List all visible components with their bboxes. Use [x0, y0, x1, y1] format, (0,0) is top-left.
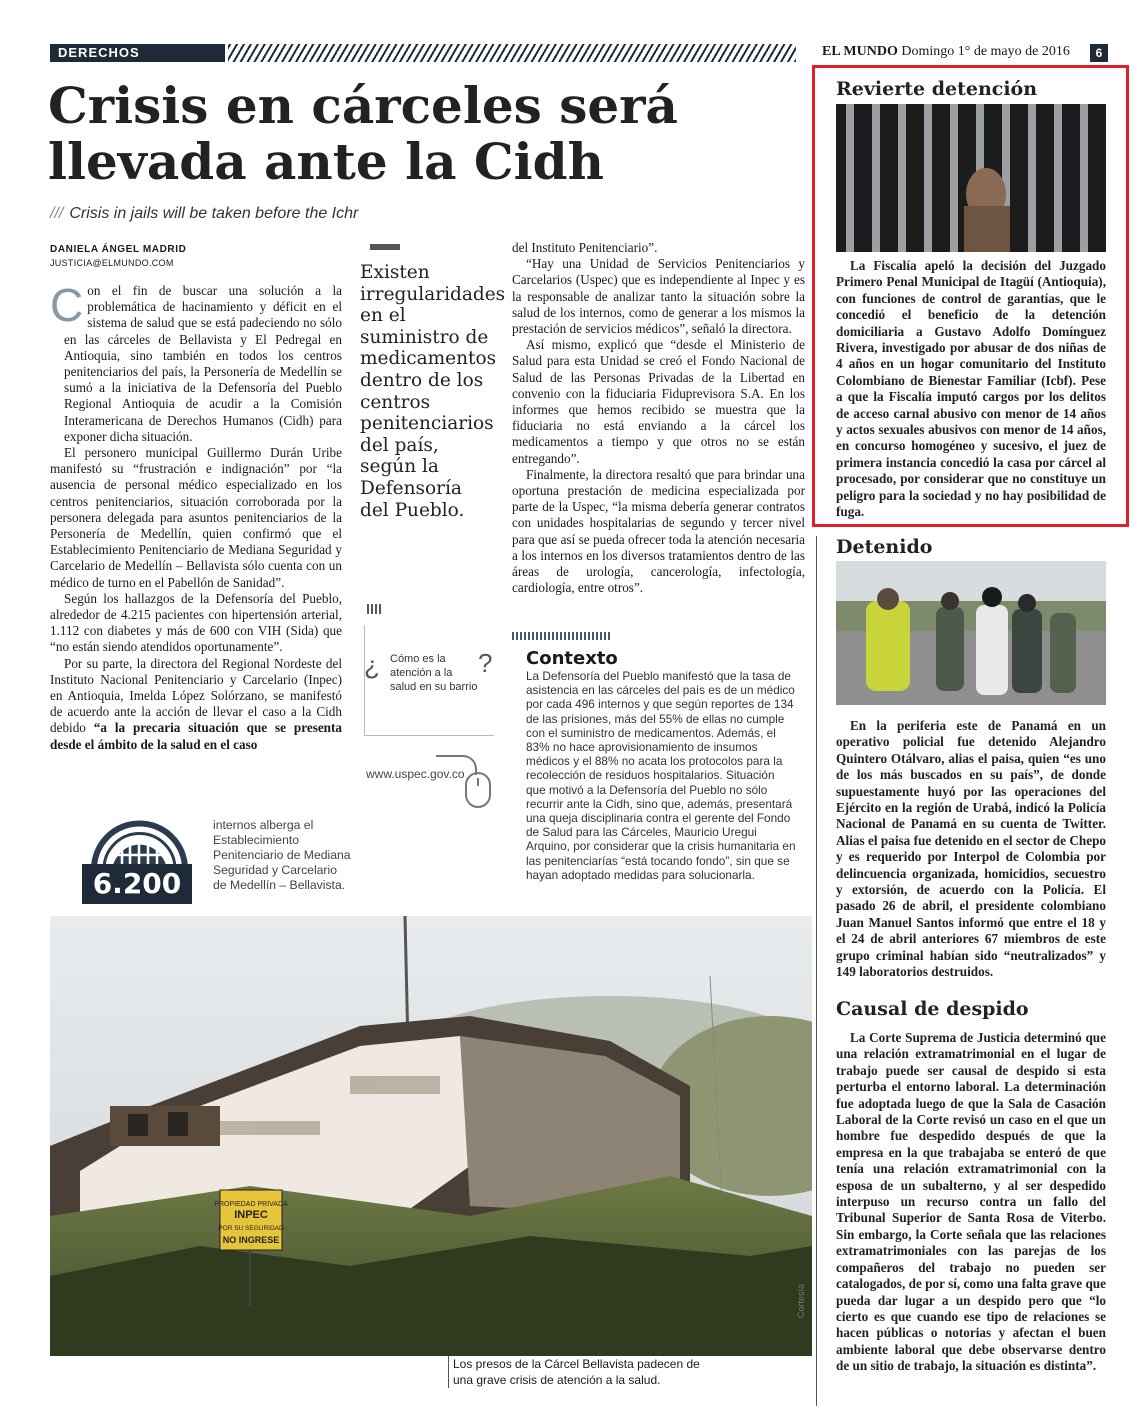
pullquote-marker: [370, 244, 400, 250]
reader-question: Cómo es la atención a la salud en su barrio: [390, 653, 478, 693]
paragraph: del Instituto Penitenciario”.: [512, 240, 658, 255]
sidebar-rule: [816, 536, 817, 1406]
paragraph: Así mismo, explicó que “desde el Ministerio de Salud para esta Unidad se creó el Fondo Nacional de Salud de las Personas Privadas de la Libertad en convenio con la fiduciaria Fiduprevisora S.A. En los informes que hemos recibido se muestra que la fiduciaria no está enviando a la cárcel los medicamentos a tiempo y que otros no se están entregando”.: [512, 337, 805, 466]
jail-bars-photo: [836, 104, 1106, 252]
issue-date: Domingo 1° de mayo de 2016: [901, 44, 1070, 59]
paragraph: En la periferia este de Panamá en un operativo policial fue detenido Alejandro Quintero Otálvaro, alias el paisa, quien “es uno de los más buscados en su país”, de donde supuestamente huyó por las operaciones del Ejército en la región de Urabá, indicó la Policía Nacional de Panamá en su cuenta de Twitter. Alias el paisa fue detenido en el sector de Chepo y es requerido por Interpol de Colombia por delincuencia organizada, homicidios, secuestro y extorsión, de acuerdo con la Policía. El pasado 26 de abril, el presidente colombiano Juan Manuel Santos informó que entre el 18 y el 24 de abril anteriores 67 miembros de este grupo criminal habían sido “neutralizados” y 149 laboratorios destruidos.: [836, 718, 1106, 980]
section-tag: DERECHOS HUMANOS: [50, 44, 225, 62]
paper-name: EL MUNDO: [822, 44, 898, 59]
masthead: [822, 44, 1070, 62]
paragraph: [50, 656, 342, 753]
drop-cap: C: [50, 279, 84, 331]
photo-credit: Cortesía: [796, 1283, 806, 1318]
question-close-icon: ?: [478, 648, 493, 678]
sidebar-title-despido: Causal de despido: [836, 998, 1029, 1020]
stat-description: internos alberga el Establecimiento Penitenciario de Mediana Seguridad y Carcelario de Medellín – Bellavista.: [213, 818, 351, 892]
photo-caption: Los presos de la Cárcel Bellavista padecen de una grave crisis de atención a la salud.: [448, 1356, 718, 1388]
subhead-text: Crisis in jails will be taken before the Ichr: [69, 205, 359, 222]
sign-text: PROPIEDAD PRIVADA: [214, 1201, 288, 1208]
question-open-icon: ¿: [364, 650, 380, 680]
prison-photo: [50, 916, 812, 1356]
contexto-marker: [512, 632, 612, 640]
paragraph-text: Por su parte, la directora del Regional Nordeste del Instituto Nacional Penitenciario y Carcelario (Inpec) en Antioquia, Imelda López Solórzano, se manifestó de acuerdo ante la acción de llevar el caso a la Cidh debido: [50, 655, 342, 736]
stat-number: 6.200: [82, 864, 192, 904]
paragraph: [50, 279, 342, 445]
paragraph: Finalmente, la directora resaltó que para brindar una oportuna prestación de medicina especializada por parte de la Uspec, “la misma debería generar contratos con unidades hospitalarias de segundo y tercer nivel para que así se pueda ofrecer toda la atención necesaria a los internos en los diversos tratamientos dentro de las áreas de urología, cancerología, infectología, cardiología, entre otros”.: [512, 466, 805, 596]
sidebar-text-detenido: [836, 718, 1106, 981]
sign-text: NO INGRESE: [222, 1235, 280, 1245]
paragraph: La Corte Suprema de Justicia determinó que una relación extramatrimonial en el lugar de trabajo puede ser causal de despido si esta perturba el entorno laboral. La determinación fue adoptada luego de que la Sala de Casación Laboral de la Corte revisó un caso en el que un hombre fue despedido después de que la empresa en la que trabajaba se enteró de que tenía una relación extramatrimonial con la esposa de un subalterno, y al ser despedido interpuso un recurso contra un fallo del Tribunal Superior de Santa Rosa de Viterbo. Sin embargo, la Corte señala que las relaciones extramatrimoniales con las parejas de los compañeros del trabajo no pueden ser catalogados, de por sí, como una falta grave que pueda dar lugar a un despido pero que “lo cierto es que cuando ese tipo de relaciones se hacen públicas o notorias y afectan el buen ambiente laboral que debe observarse dentro de un sitio de trabajo, la situación es distinta”.: [836, 1030, 1106, 1374]
header-hatch-divider: [228, 44, 796, 62]
box-rule: [364, 735, 494, 736]
subheadline: [50, 205, 358, 223]
sidebar-text-revierte: [836, 258, 1106, 521]
sidebar-text-despido: [836, 1030, 1106, 1375]
contexto-title: Contexto: [526, 648, 618, 669]
author-byline: DANIELA ÁNGEL MADRID: [50, 244, 187, 255]
page-number: 6: [1090, 44, 1108, 62]
sidebar-title-revierte: Revierte detención: [836, 78, 1038, 100]
contexto-text: La Defensoría del Pueblo manifestó que la tasa de asistencia en las cárceles del país es de un médico por cada 496 internos y que según reportes de 134 de las prisiones, más del 55% de ellas no cumple con el suministro de medicamentos. Además, el 83% no hace aprovisionamiento de insumos médicos y el 88% no acata los protocolos para la recolección de residuos hospitalarios. Situación que motivó a la Defensoría del Pueblo no sólo recurrir ante la Cidh, sino que, además, presentará una queja disciplinaria contra el gerente del Fondo de Salud para las Cárceles, Mauricio Uregui Arquino, por considerar que la crisis humanitaria en las penitenciarías “está tocando fondo”, sin que se hayan adoptado medidas para solucionarla.: [526, 669, 796, 882]
uspec-link[interactable]: www.uspec.gov.co: [366, 767, 465, 781]
box-marker: [367, 604, 381, 614]
pullquote: Existen irregularidades en el suministro de medicamentos dentro de los centros penitenciarios del país, según la Defensoría del Pueblo.: [360, 262, 506, 521]
paragraph: La Fiscalía apeló la decisión del Juzgado Primero Penal Municipal de Itagüí (Antioquia), con funciones de control de garantías, que le concedió el beneficio de la detención domiciliaria a Gustavo Adolfo Domínguez Rivera, investigado por abusar de dos niñas de 4 años en un hogar comunitario del Instituto Colombiano de Bienestar Familiar (Icbf). Pese a que la Fiscalía imputó cargos por los delitos de acceso carnal abusivo con menor de 14 años y actos sexuales abusivos con menor de 14 años, en concurso homogéneo y sucesivo, el juez de primera instancia concedió la casa por cárcel al procesado, por considerar que no constituye un peligro para la sociedad y no hay posibilidad de fuga.: [836, 258, 1106, 520]
paragraph: “Hay una Unidad de Servicios Penitenciarios y Carcelarios (Uspec) que es independiente al Inpec y es la responsable de analizar tanto la situación sobre la salud de los internos, como de generar a los mismos la prestación de servicios médicos”, señaló la directora.: [512, 256, 805, 337]
arrest-photo: [836, 561, 1106, 705]
article-column-1: [50, 279, 342, 753]
subhead-slashes: ///: [50, 205, 64, 222]
paragraph-text: on el fin de buscar una solución a la problemática de hacinamiento y déficit en el sistema de salud que se está padeciendo no sólo en las cárceles de Bellavista y El Pedregal en Antioquia, sino también en todos los centros penitenciarios del país, la Personería de Medellín se sumó a la iniciativa de la Defensoría del Pueblo Regional Antioquia de acudir a la Comisión Interamericana de Derechos Humanos (Cidh) para exponer dicha situación.: [64, 283, 342, 444]
mouse-cable: [436, 755, 477, 775]
author-email[interactable]: JUSTICIA@ELMUNDO.COM: [50, 258, 174, 268]
paragraph: El personero municipal Guillermo Durán Uribe manifestó su “frustración e indignación” por “la ausencia de personal médico especializado en los centros penitenciarios, situación corroborada por la personera delegada para asuntos penitenciarios de la Personería de Medellín, quien confirmó que el Establecimiento Penitenciario de Mediana Seguridad y Carcelario de Medellín – Bellavista sólo cuenta con un médico de turno en el Pabellón de Sanidad”.: [50, 445, 342, 590]
paragraph-bold-quote: “a la precaria situación que se presenta desde el ámbito de la salud en el caso: [50, 720, 342, 752]
headline: Crisis en cárceles será llevada ante la Cidh: [48, 76, 678, 191]
mouse-icon: [465, 772, 491, 808]
sidebar-title-detenido: Detenido: [836, 536, 933, 558]
sign-text: POR SU SEGURIDAD: [218, 1225, 284, 1232]
paragraph: Según los hallazgos de la Defensoría del Pueblo, alrededor de 4.215 pacientes con hipertensión arterial, 1.112 con diabetes y más de 600 con VIH (Sida) que “no están siendo atendidos oportunamente”.: [50, 590, 342, 655]
article-column-2: [512, 240, 805, 596]
sign-text: INPEC: [234, 1209, 268, 1221]
